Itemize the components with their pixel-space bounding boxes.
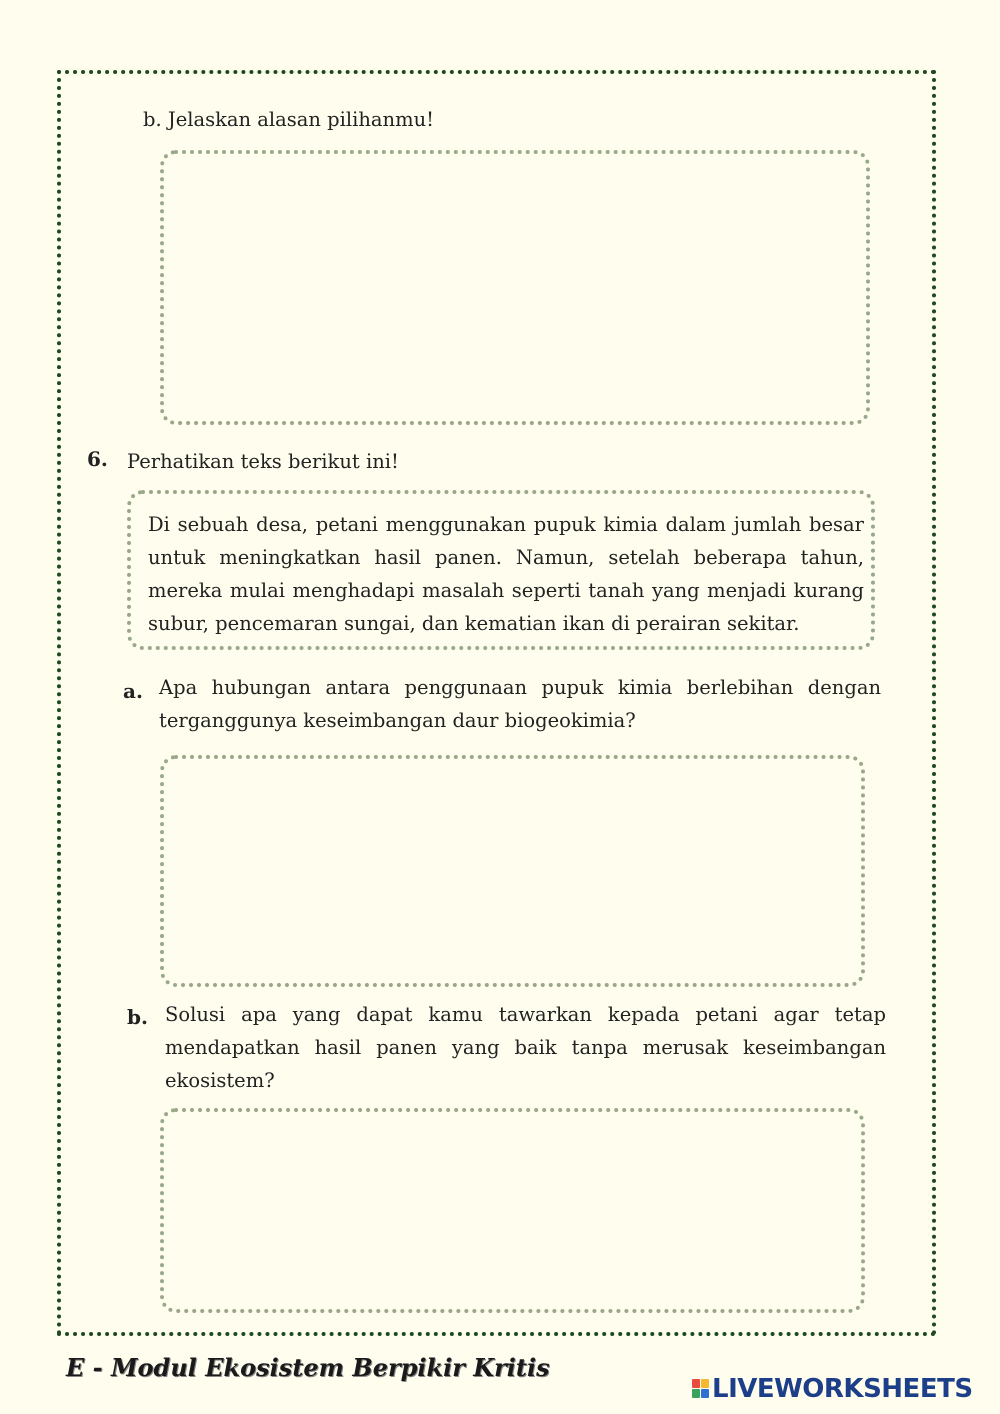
liveworksheets-text: LIVEWORKSHEETS <box>712 1374 973 1404</box>
question-6a-label: a. <box>123 679 143 703</box>
question-5b-text: b. Jelaskan alasan pilihanmu! <box>143 108 435 131</box>
liveworksheets-logo <box>692 1374 973 1404</box>
module-title: E - Modul Ekosistem Berpikir Kritis <box>66 1353 550 1382</box>
liveworksheets-icon <box>692 1379 709 1399</box>
question-6b-text: Solusi apa yang dapat kamu tawarkan kepada petani agar tetap mendapatkan hasil panen yang baik tanpa merusak keseimbangan ekosistem? <box>165 1003 886 1092</box>
answer-box-6a[interactable] <box>160 755 865 987</box>
question-6b-label: b. <box>127 1005 148 1029</box>
answer-box-5b[interactable] <box>160 150 870 425</box>
question-6-intro: Perhatikan teks berikut ini! <box>127 450 399 473</box>
question-6-number: 6. <box>87 447 108 471</box>
question-6a-text: Apa hubungan antara penggunaan pupuk kimia berlebihan dengan terganggunya keseimbangan daur biogeokimia? <box>159 676 881 732</box>
passage-text: Di sebuah desa, petani menggunakan pupuk kimia dalam jumlah besar untuk meningkatkan hasil panen. Namun, setelah beberapa tahun, mereka mulai menghadapi masalah seperti tanah yang menjadi kurang subur, pencemaran sungai, dan kematian ikan di perairan sekitar. <box>148 513 864 635</box>
answer-box-6b[interactable] <box>160 1108 865 1313</box>
